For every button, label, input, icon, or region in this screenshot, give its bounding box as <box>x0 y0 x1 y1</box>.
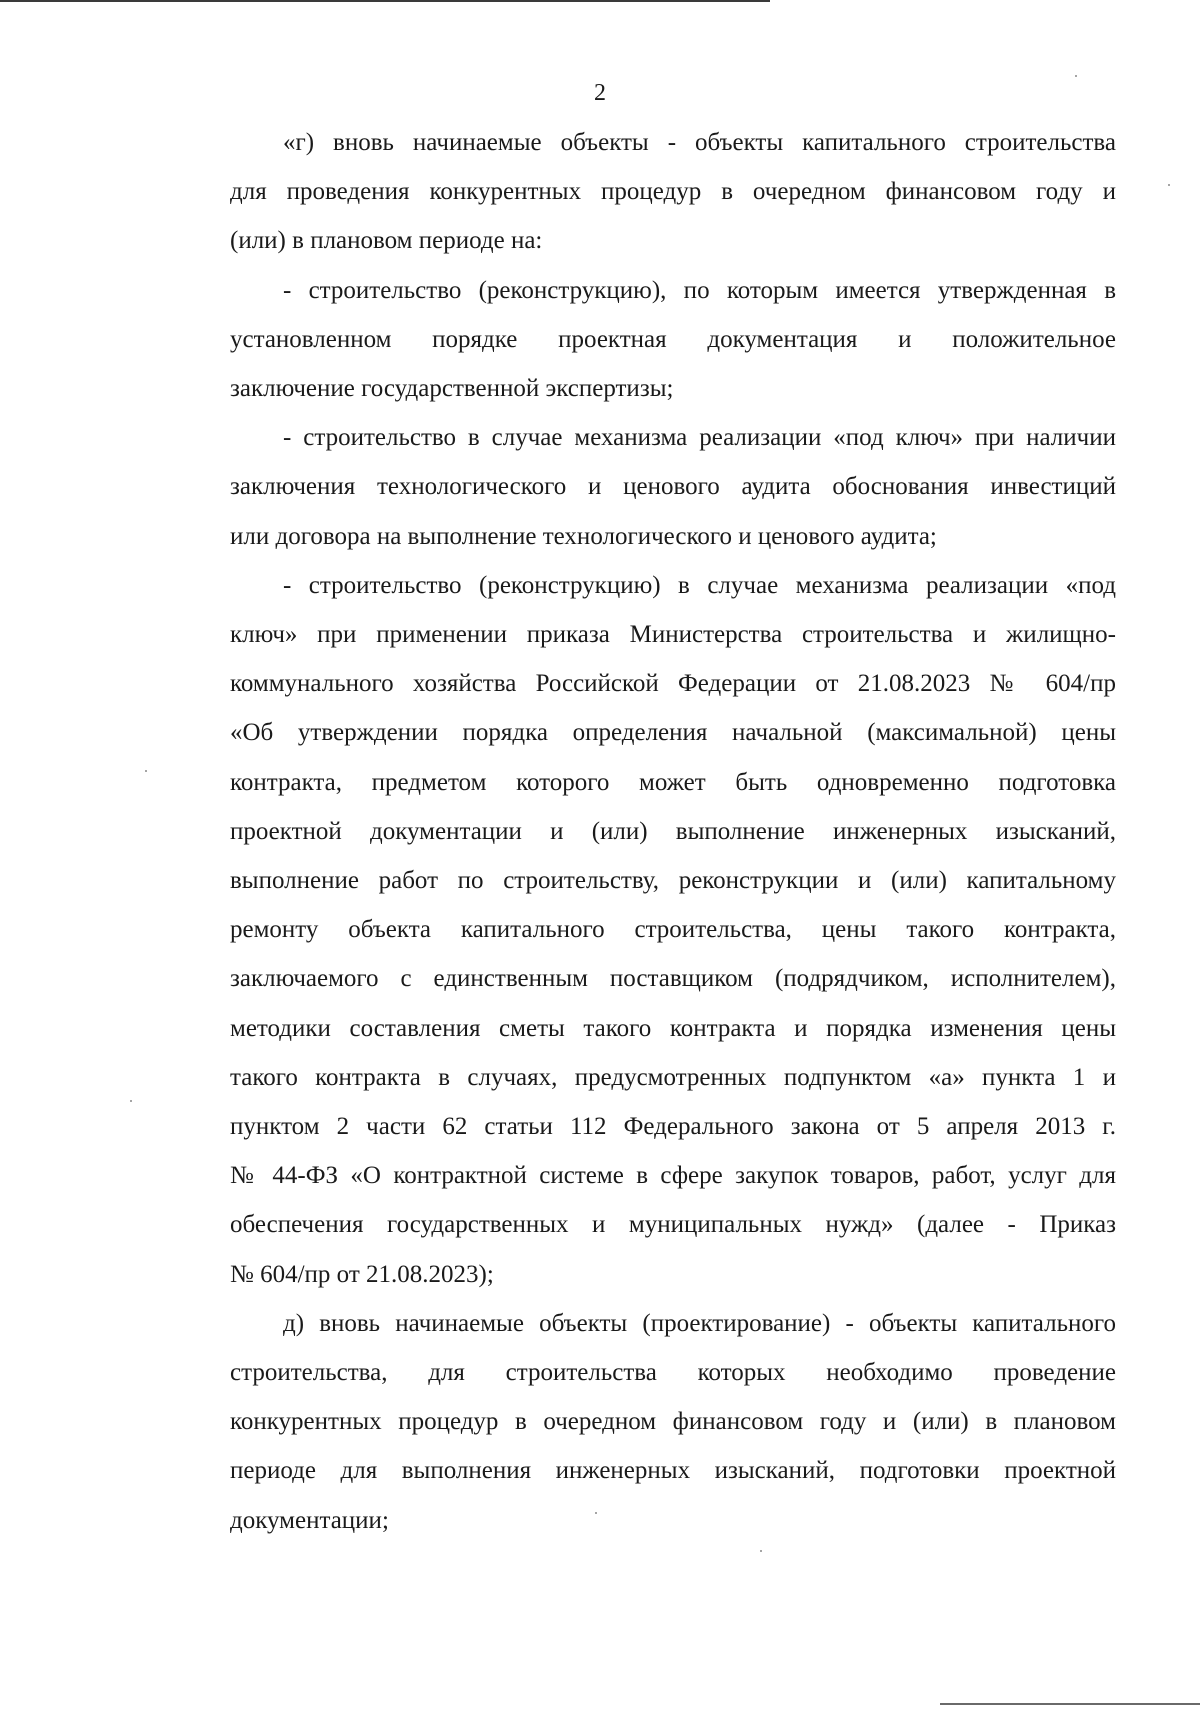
text-line: пунктом 2 части 62 статьи 112 Федерального закона от 5 апреля 2013 г. <box>230 1113 1116 1141</box>
text-line: заключение государственной экспертизы; <box>230 375 674 403</box>
text-line: периоде для выполнения инженерных изысканий, подготовки проектной <box>230 1457 1116 1485</box>
text-line: обеспечения государственных и муниципальных нужд» (далее - Приказ <box>230 1211 1116 1239</box>
scan-speck <box>1168 184 1170 186</box>
scan-edge-top <box>0 0 770 2</box>
text-line: строительства, для строительства которых необходимо проведение <box>230 1359 1116 1387</box>
text-line: для проведения конкурентных процедур в очередном финансовом году и <box>230 178 1116 206</box>
text-line: «г) вновь начинаемые объекты - объекты капитального строительства <box>283 129 1116 156</box>
paragraph-d <box>177 1299 1116 1545</box>
text-line: - строительство (реконструкцию) в случае механизма реализации «под <box>283 571 1116 599</box>
document-body <box>177 118 1116 1545</box>
text-line: такого контракта в случаях, предусмотренных подпунктом «а» пункта 1 и <box>230 1063 1116 1091</box>
text-line: документации; <box>230 1506 389 1534</box>
text-line: коммунального хозяйства Российской Федерации от 21.08.2023 № 604/пр <box>230 670 1116 698</box>
text-line: или договора на выполнение технологического и ценового аудита; <box>230 522 937 550</box>
text-line: контракта, предметом которого может быть одновременно подготовка <box>230 768 1116 796</box>
paragraph-turnkey-audit <box>177 413 1116 561</box>
scan-speck <box>130 1100 132 1102</box>
text-line: выполнение работ по строительству, реконструкции и (или) капитальному <box>230 867 1116 895</box>
text-line: (или) в плановом периоде на: <box>230 227 543 255</box>
text-line: д) вновь начинаемые объекты (проектирование) - объекты капитального <box>283 1309 1116 1337</box>
scan-speck <box>1075 75 1077 77</box>
text-line: проектной документации и (или) выполнение инженерных изысканий, <box>230 817 1116 845</box>
scan-speck <box>145 770 147 772</box>
scan-speck <box>595 1512 597 1514</box>
text-line: - строительство в случае механизма реализации «под ключ» при наличии <box>283 424 1116 452</box>
text-line: заключаемого с единственным поставщиком (подрядчиком, исполнителем), <box>230 965 1116 993</box>
text-line: № 44-ФЗ «О контрактной системе в сфере закупок товаров, работ, услуг для <box>230 1162 1116 1190</box>
paragraph-g <box>177 118 1116 266</box>
paragraph-construction-approved <box>177 266 1116 414</box>
text-line: № 604/пр от 21.08.2023); <box>230 1260 494 1288</box>
scan-edge-bottom <box>940 1703 1200 1705</box>
text-line: ключ» при применении приказа Министерства строительства и жилищно- <box>230 621 1116 649</box>
text-line: методики составления сметы такого контракта и порядка изменения цены <box>230 1014 1116 1042</box>
text-line: конкурентных процедур в очередном финансовом году и (или) в плановом <box>230 1408 1116 1436</box>
text-line: установленном порядке проектная документация и положительное <box>230 325 1116 353</box>
text-line: ремонту объекта капитального строительства, цены такого контракта, <box>230 916 1116 944</box>
page-number: 2 <box>594 80 606 106</box>
text-line: заключения технологического и ценового аудита обоснования инвестиций <box>230 473 1116 501</box>
paragraph-turnkey-order-604 <box>177 561 1116 1299</box>
scan-speck <box>760 1550 762 1552</box>
text-line: «Об утверждении порядка определения начальной (максимальной) цены <box>230 719 1116 747</box>
text-line: - строительство (реконструкцию), по которым имеется утвержденная в <box>283 276 1116 304</box>
